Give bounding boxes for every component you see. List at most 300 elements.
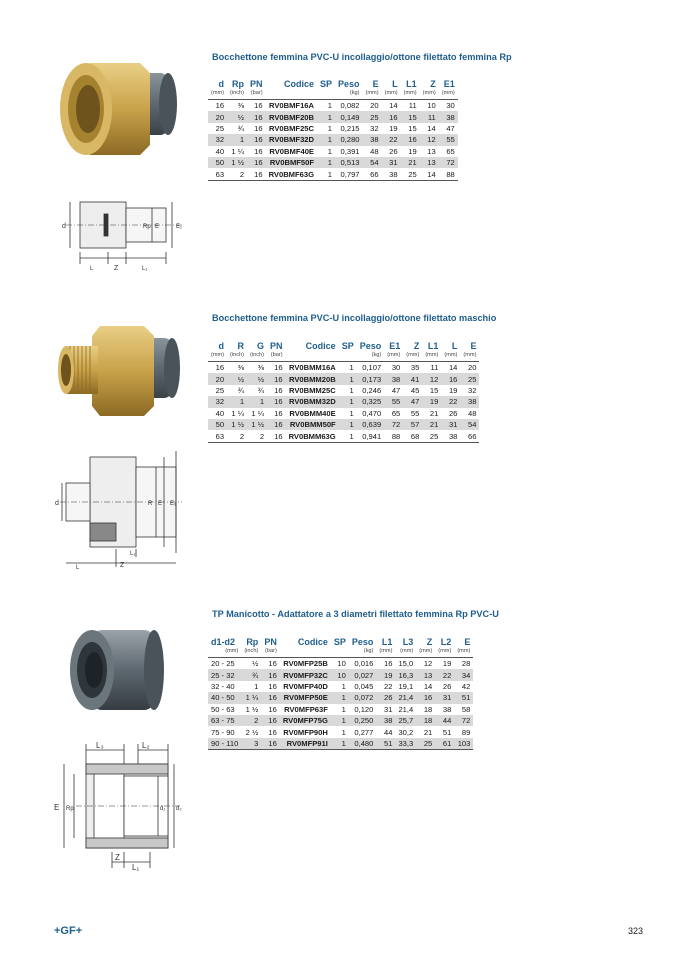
- table-cell: 1: [327, 101, 333, 111]
- unit: (kg): [349, 647, 377, 658]
- unit: (mm): [363, 89, 382, 100]
- dim-label: E: [54, 803, 60, 812]
- technical-drawing-1: [52, 190, 192, 272]
- table-cell: ¾: [257, 385, 265, 395]
- dim-label: E₁: [170, 501, 177, 507]
- table-cell: 11: [420, 111, 439, 122]
- table-cell: 25: [215, 385, 225, 395]
- table-cell: 1 ¼: [231, 146, 245, 156]
- table-cell: 103: [454, 738, 473, 750]
- table-cell: ⅜: [237, 101, 245, 111]
- table-cell: 10: [337, 659, 346, 669]
- table-cell: 2: [227, 168, 247, 180]
- spec-table-2: [208, 340, 479, 443]
- table-cell: 12: [423, 659, 433, 669]
- table-cell: 16: [261, 669, 280, 680]
- table-cell: 26: [376, 692, 395, 703]
- table-cell: 11: [430, 363, 439, 373]
- unit: (kg): [335, 89, 363, 100]
- col-header: PN: [250, 79, 263, 89]
- table-cell: 1: [331, 715, 349, 726]
- table-cell: 20: [370, 101, 379, 111]
- table-cell: 3: [241, 738, 261, 750]
- table-cell: 0,280: [335, 134, 363, 145]
- table-cell: 55: [439, 134, 458, 145]
- table-cell: 19: [408, 146, 417, 156]
- table-cell: 50 - 63: [211, 704, 235, 714]
- table-cell: 20 - 25: [211, 659, 235, 669]
- table-row: [208, 100, 458, 112]
- table-cell: 16: [215, 363, 225, 373]
- table-row: [208, 373, 479, 384]
- table-cell: 2: [227, 430, 247, 442]
- section-3-title: TP Manicotto - Adattatore a 3 diametri filettato femmina Rp PVC-U: [212, 609, 499, 619]
- table-cell: 16: [254, 123, 263, 133]
- table-cell: 14: [389, 101, 398, 111]
- table-cell: 16: [254, 101, 263, 111]
- table-cell: 48: [370, 146, 379, 156]
- table-cell: RV0BMM16A: [288, 363, 336, 373]
- table-cell: 21,4: [398, 704, 414, 714]
- table-cell: 63: [208, 430, 227, 442]
- table-cell: 26: [442, 681, 452, 691]
- table-cell: 40: [215, 408, 225, 418]
- dim-label: d: [62, 223, 66, 230]
- table-row: [208, 168, 458, 180]
- unit: (kg): [357, 351, 385, 362]
- table-cell: 1 ¼: [231, 408, 245, 418]
- table-cell: 66: [460, 430, 479, 442]
- dim-label: Z: [114, 265, 119, 272]
- table-row: [208, 658, 473, 670]
- table-cell: 33,3: [395, 738, 416, 750]
- col-header: d1-d2: [211, 637, 236, 647]
- table-cell: RV0MFP91I: [280, 738, 331, 750]
- table-row: [208, 385, 479, 396]
- table-cell: 25: [422, 430, 441, 442]
- table-cell: 38: [441, 430, 460, 442]
- table-cell: 1: [254, 681, 259, 691]
- section-1-title: Bocchettone femmina PVC-U incollaggio/ottone filettato femmina Rp: [212, 52, 512, 62]
- table-cell: 22: [441, 396, 460, 407]
- table-cell: 19,1: [398, 681, 414, 691]
- table-cell: 19: [442, 659, 452, 669]
- table-cell: 18: [423, 704, 433, 714]
- table-cell: 1: [339, 396, 357, 407]
- unit: [280, 647, 331, 658]
- table-cell: 44: [435, 715, 454, 726]
- table-cell: 31: [383, 704, 393, 714]
- table-cell: 2: [241, 715, 261, 726]
- table-cell: 21,4: [395, 692, 416, 703]
- table-cell: 1 ½: [247, 419, 267, 430]
- table-cell: ½: [247, 373, 267, 384]
- col-header: PN: [264, 637, 277, 647]
- table-cell: 0,082: [340, 101, 360, 111]
- table-row: [208, 362, 479, 374]
- table-cell: 88: [439, 168, 458, 180]
- table-cell: 16: [267, 430, 286, 442]
- col-header: R: [237, 341, 245, 351]
- table-cell: 65: [446, 146, 455, 156]
- dim-label: Rp: [66, 806, 74, 812]
- dim-label: E₁: [176, 224, 183, 230]
- table-cell: 41: [403, 373, 422, 384]
- table-row: [208, 134, 458, 145]
- table-cell: 30,2: [398, 727, 414, 737]
- table-cell: 0,045: [354, 681, 374, 691]
- table-cell: 38: [384, 373, 403, 384]
- table-cell: 55: [384, 396, 403, 407]
- unit: (inch): [227, 89, 247, 100]
- dim-label: d₂: [176, 806, 182, 812]
- unit: [331, 647, 349, 658]
- table-row: [208, 704, 473, 715]
- table-cell: 30: [446, 101, 455, 111]
- page-number: 323: [627, 926, 643, 936]
- table-cell: RV0BMF20B: [266, 111, 317, 122]
- table-cell: 13: [427, 146, 436, 156]
- table-cell: 16: [401, 134, 420, 145]
- dim-label: L₁: [130, 551, 136, 557]
- dim-label: Z: [120, 562, 125, 569]
- table-cell: ½: [227, 373, 247, 384]
- table-cell: 1: [339, 419, 357, 430]
- unit: (inch): [247, 351, 267, 362]
- table-cell: RV0BMM40E: [289, 408, 336, 418]
- col-header: Rp: [232, 79, 245, 89]
- table-cell: 13: [416, 669, 435, 680]
- dim-label: L: [76, 565, 80, 571]
- table-cell: 38: [460, 396, 479, 407]
- col-header: Codice: [305, 341, 336, 351]
- unit: (mm): [454, 647, 473, 658]
- col-header: E1: [389, 341, 401, 351]
- dim-label: L₁: [142, 266, 148, 272]
- table-cell: 0,470: [362, 408, 382, 418]
- table-cell: 21: [429, 408, 439, 418]
- table-cell: 1 ½: [227, 419, 247, 430]
- table-cell: 16: [267, 419, 286, 430]
- table-cell: 25: [215, 123, 225, 133]
- unit: (mm): [460, 351, 479, 362]
- unit: (mm): [395, 647, 416, 658]
- table-cell: 25: [460, 373, 479, 384]
- table-cell: 16: [261, 692, 280, 703]
- table-cell: 16: [215, 101, 225, 111]
- unit: (mm): [208, 647, 241, 658]
- col-header: E: [470, 341, 477, 351]
- table-cell: 38: [382, 168, 401, 180]
- unit: (bar): [247, 89, 266, 100]
- table-row: [208, 738, 473, 750]
- table-cell: 1: [349, 363, 354, 373]
- table-cell: 15: [408, 123, 417, 133]
- table-row: [208, 396, 479, 407]
- table-cell: 89: [461, 727, 471, 737]
- table-cell: 1 ¼: [241, 692, 261, 703]
- table-cell: RV0BMF40E: [269, 146, 314, 156]
- col-header: Z: [426, 637, 433, 647]
- table-cell: RV0BMF16A: [268, 101, 314, 111]
- table-cell: 0,149: [335, 111, 363, 122]
- table-cell: 32: [208, 396, 227, 407]
- table-cell: RV0BMM50F: [286, 419, 339, 430]
- table-cell: RV0MFP90H: [283, 727, 328, 737]
- table-cell: 26: [448, 408, 458, 418]
- table-cell: 14: [420, 168, 439, 180]
- table-cell: 1: [349, 408, 354, 418]
- table-cell: 16: [267, 373, 286, 384]
- col-header: d: [218, 79, 225, 89]
- table-cell: 1: [339, 430, 357, 442]
- table-row: [208, 430, 479, 442]
- table-cell: 34: [454, 669, 473, 680]
- table-cell: 1: [349, 385, 354, 395]
- dim-label: Z: [115, 853, 120, 862]
- table-cell: 2 ½: [245, 727, 259, 737]
- table-row: [208, 111, 458, 122]
- table-cell: 50: [208, 419, 227, 430]
- product-photo-2: [52, 318, 192, 436]
- unit: (mm): [422, 351, 441, 362]
- table-cell: RV0MFP32C: [280, 669, 331, 680]
- table-cell: RV0BMM25C: [288, 385, 336, 395]
- unit: (mm): [384, 351, 403, 362]
- table-cell: ½: [227, 111, 247, 122]
- table-cell: 0,173: [357, 373, 385, 384]
- table-cell: 16: [274, 363, 283, 373]
- table-cell: 72: [454, 715, 473, 726]
- unit: [286, 351, 339, 362]
- unit: (mm): [439, 89, 458, 100]
- product-photo-1: [50, 55, 190, 175]
- table-cell: 30: [391, 363, 401, 373]
- table-cell: ¾: [237, 123, 245, 133]
- table-cell: 0,639: [357, 419, 385, 430]
- table-cell: 57: [403, 419, 422, 430]
- table-cell: 38: [376, 715, 395, 726]
- table-cell: 20: [208, 111, 227, 122]
- table-cell: 47: [446, 123, 455, 133]
- table-cell: 12: [420, 134, 439, 145]
- table-cell: 22: [383, 681, 393, 691]
- dim-label: R: [148, 501, 153, 507]
- table-cell: 35: [410, 363, 420, 373]
- table-cell: 16: [268, 704, 277, 714]
- col-header: L: [392, 79, 398, 89]
- table-cell: 16,3: [395, 669, 416, 680]
- table-cell: 16: [247, 157, 266, 168]
- table-cell: 31: [441, 419, 460, 430]
- table-cell: 68: [403, 430, 422, 442]
- unit: (bar): [261, 647, 280, 658]
- table-cell: 0,325: [357, 396, 385, 407]
- table-cell: 0,107: [362, 363, 382, 373]
- table-row: [208, 408, 479, 419]
- dim-label: E: [158, 501, 163, 507]
- table-cell: 1: [341, 681, 346, 691]
- col-header: Peso: [351, 637, 374, 647]
- table-cell: RV0MFP75G: [280, 715, 331, 726]
- product-photo-3: [58, 620, 178, 720]
- table-cell: 54: [363, 157, 382, 168]
- table-cell: 16: [247, 134, 266, 145]
- table-cell: ¾: [237, 385, 245, 395]
- dim-label: L: [90, 266, 94, 272]
- table-cell: 66: [363, 168, 382, 180]
- table-cell: 1: [339, 373, 357, 384]
- table-cell: 20: [468, 363, 477, 373]
- table-cell: 0,120: [354, 704, 374, 714]
- table-cell: 0,941: [357, 430, 385, 442]
- col-header: d: [218, 341, 225, 351]
- table-cell: 1: [317, 157, 335, 168]
- section-2-title: Bocchettone femmina PVC-U incollaggio/ottone filettato maschio: [212, 313, 497, 323]
- table-cell: 38: [363, 134, 382, 145]
- unit: (mm): [401, 89, 420, 100]
- table-cell: 13: [420, 157, 439, 168]
- table-cell: 25: [401, 168, 420, 180]
- table-cell: 25: [416, 738, 435, 750]
- unit: [317, 89, 335, 100]
- table-cell: 19: [389, 123, 398, 133]
- table-cell: 51: [376, 738, 395, 750]
- table-row: [208, 419, 479, 430]
- dim-label: Rp: [143, 224, 151, 230]
- col-header: Codice: [297, 637, 328, 647]
- table-cell: 31: [435, 692, 454, 703]
- table-cell: 16: [261, 738, 280, 750]
- col-header: E: [372, 79, 379, 89]
- col-header: Peso: [338, 79, 360, 89]
- table-cell: 32: [208, 134, 227, 145]
- table-cell: 18: [416, 715, 435, 726]
- table-cell: 54: [460, 419, 479, 430]
- table-cell: 16: [268, 727, 277, 737]
- unit: (mm): [208, 89, 227, 100]
- unit: (mm): [435, 647, 454, 658]
- col-header: E: [464, 637, 471, 647]
- table-cell: 0,391: [340, 146, 360, 156]
- col-header: SP: [320, 79, 333, 89]
- col-header: Z: [413, 341, 420, 351]
- dim-label: L₃: [96, 741, 104, 750]
- table-cell: 28: [461, 659, 471, 669]
- table-cell: 58: [461, 704, 471, 714]
- table-cell: 50: [208, 157, 227, 168]
- table-cell: 14: [427, 123, 436, 133]
- table-row: [208, 157, 458, 168]
- table-cell: 16: [247, 111, 266, 122]
- table-cell: 10: [331, 669, 349, 680]
- col-header: SP: [333, 637, 346, 647]
- table-row: [208, 146, 458, 157]
- col-header: L3: [402, 637, 414, 647]
- table-cell: 0,513: [335, 157, 363, 168]
- table-cell: 75 - 90: [211, 727, 235, 737]
- table-cell: ⅜: [257, 363, 265, 373]
- table-cell: RV0BMF63G: [266, 168, 317, 180]
- col-header: G: [257, 341, 265, 351]
- col-header: Peso: [359, 341, 382, 351]
- table-cell: 1 ½: [245, 704, 259, 714]
- unit: (inch): [227, 351, 247, 362]
- table-cell: 21: [423, 727, 433, 737]
- table-cell: 1 ½: [227, 157, 247, 168]
- table-cell: 31: [382, 157, 401, 168]
- table-cell: 90 - 110: [208, 738, 241, 750]
- table-cell: 1: [227, 134, 247, 145]
- dim-label: L₁: [132, 863, 140, 872]
- table-cell: RV0BMF32D: [266, 134, 317, 145]
- table-cell: 25: [363, 111, 382, 122]
- table-cell: 21: [401, 157, 420, 168]
- col-header: E1: [443, 79, 455, 89]
- col-header: L1: [427, 341, 439, 351]
- table-cell: 1: [317, 111, 335, 122]
- table-row: [208, 681, 473, 692]
- table-cell: 63: [208, 168, 227, 180]
- col-header: L2: [440, 637, 452, 647]
- table-cell: RV0BMM32D: [286, 396, 339, 407]
- table-cell: 14: [423, 681, 433, 691]
- table-cell: ⅜: [237, 363, 245, 373]
- table-cell: 16: [267, 396, 286, 407]
- table-cell: 38: [442, 704, 452, 714]
- table-cell: 16: [261, 715, 280, 726]
- dim-label: d: [55, 500, 59, 507]
- table-body: [208, 100, 458, 181]
- table-row: [208, 715, 473, 726]
- table-cell: 1: [247, 396, 267, 407]
- technical-drawing-2: [52, 445, 192, 571]
- col-header: PN: [270, 341, 283, 351]
- spec-table-1: [208, 78, 458, 181]
- table-cell: 1: [227, 396, 247, 407]
- table-cell: 1: [331, 692, 349, 703]
- table-body: [208, 362, 479, 443]
- table-cell: 2: [247, 430, 267, 442]
- table-cell: RV0MFP63F: [284, 704, 328, 714]
- unit: (inch): [241, 647, 261, 658]
- table-cell: 11: [408, 101, 417, 111]
- table-cell: RV0MFP50E: [280, 692, 331, 703]
- table-cell: 26: [389, 146, 398, 156]
- table-cell: 16: [274, 385, 283, 395]
- table-cell: 19: [376, 669, 395, 680]
- unit: (mm): [403, 351, 422, 362]
- table-cell: 15,0: [398, 659, 414, 669]
- unit: (mm): [416, 647, 435, 658]
- table-cell: 0,072: [349, 692, 377, 703]
- unit: (mm): [208, 351, 227, 362]
- table-cell: 0,480: [349, 738, 377, 750]
- unit: (mm): [382, 89, 401, 100]
- table-cell: 16: [254, 146, 263, 156]
- col-header: Z: [430, 79, 436, 89]
- table-cell: 0,277: [354, 727, 374, 737]
- table-cell: 0,246: [362, 385, 382, 395]
- table-cell: RV0BMF25C: [268, 123, 314, 133]
- table-cell: 12: [422, 373, 441, 384]
- table-row: [208, 726, 473, 737]
- table-cell: 1: [327, 123, 333, 133]
- table-cell: 40: [215, 146, 225, 156]
- table-cell: 16: [268, 659, 277, 669]
- table-cell: 32: [370, 123, 379, 133]
- table-cell: 16: [382, 111, 401, 122]
